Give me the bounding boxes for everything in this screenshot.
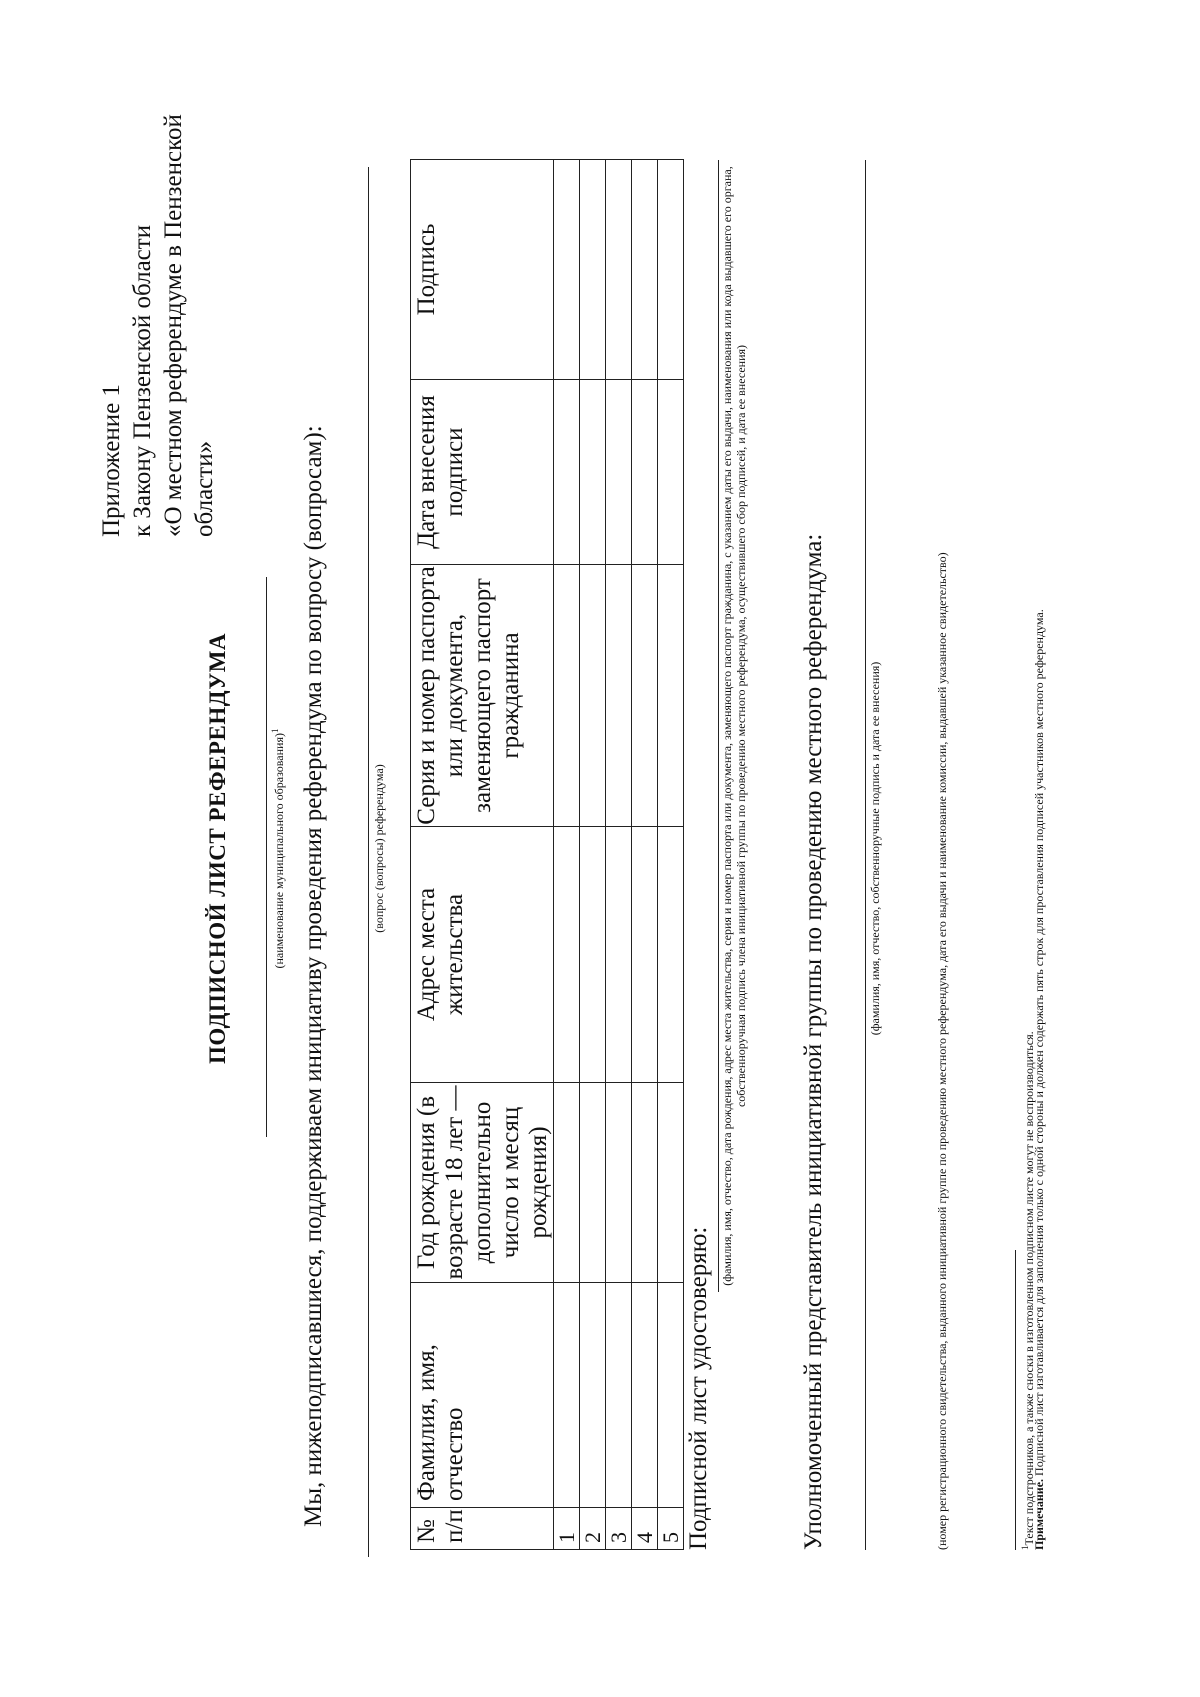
table-row — [580, 160, 606, 1550]
representative-label: Уполномоченный представитель инициативной группы по проведению местного референдума: — [800, 533, 827, 1550]
note — [1032, 609, 1046, 1550]
appendix-line-2: к Закону Пензенской области — [129, 224, 156, 537]
cell-full-name[interactable] — [606, 1283, 632, 1508]
table-header-row — [411, 160, 554, 1550]
footnote-1-marker: 1 — [1020, 1545, 1030, 1550]
cell-birth-year[interactable] — [606, 1083, 632, 1283]
cell-full-name[interactable] — [658, 1283, 684, 1508]
column-header-full-name: Фамилия, имя, отчество — [411, 1283, 554, 1508]
appendix-header — [96, 67, 220, 537]
cell-birth-year[interactable] — [554, 1083, 580, 1283]
cell-passport[interactable] — [606, 565, 632, 827]
cell-signature-date[interactable] — [632, 380, 658, 565]
cell-signature-date[interactable] — [606, 380, 632, 565]
appendix-line-4: области» — [191, 440, 218, 537]
cell-signature-date[interactable] — [554, 380, 580, 565]
cell-signature-date[interactable] — [658, 380, 684, 565]
table-row — [658, 160, 684, 1550]
representative-caption: (фамилия, имя, отчество, собственноручные подпись и дата ее внесения) — [868, 661, 882, 1036]
row-number: 4 — [632, 1508, 658, 1550]
cell-address[interactable] — [658, 827, 684, 1083]
column-header-number: № п/п — [411, 1508, 554, 1550]
column-header-birth-year: Год рождения (в возрасте 18 лет — дополнительно число и месяц рождения) — [411, 1083, 554, 1283]
cell-passport[interactable] — [632, 565, 658, 827]
cell-signature[interactable] — [606, 160, 632, 380]
question-caption: (вопрос (вопросы) референдума) — [372, 764, 386, 933]
column-header-address: Адрес места жительства — [411, 827, 554, 1083]
table-row — [632, 160, 658, 1550]
cell-signature[interactable] — [580, 160, 606, 380]
cell-birth-year[interactable] — [658, 1083, 684, 1283]
cell-signature[interactable] — [554, 160, 580, 380]
footnote-separator — [1015, 1250, 1016, 1550]
footnote-1-text: Текст подстрочников, а также сноски в изготовленном подписном листе могут не воспроизводиться. — [1022, 1031, 1036, 1546]
document-title: ПОДПИСНОЙ ЛИСТ РЕФЕРЕНДУМА — [205, 632, 230, 1065]
signatures-table — [410, 159, 684, 1550]
cell-signature[interactable] — [632, 160, 658, 380]
note-text: Подписной лист изготавливается для заполнения только с одной стороны и должен содержать пять строк для проставления подписей участников местного референдума. — [1032, 609, 1046, 1476]
certification-caption: (фамилия, имя, отчество, дата рождения, адрес места жительства, серия и номер паспорта или документа, заменяющего паспорт гражданина, с указанием даты его выдачи, наименования или кода выдавшего его органа, собственноручная подпись члена инициативной группы по проведению местного референдума, осуществившего сбор подписей, и дата ее внесения) — [720, 166, 748, 1286]
row-number: 1 — [554, 1508, 580, 1550]
registration-certificate-caption: (номер регистрационного свидетельства, выданного инициативной группе по проведению местного референдума, дата его выдачи и наименование комиссии, выдавшей указанное свидетельство) — [935, 552, 949, 1550]
table-row — [554, 160, 580, 1550]
column-header-passport: Серия и номер паспорта или документа, заменяющего паспорт гражданина — [411, 565, 554, 827]
question-field-line[interactable] — [368, 167, 369, 1557]
note-label: Примечание. — [1032, 1478, 1046, 1550]
cell-signature[interactable] — [658, 160, 684, 380]
cell-full-name[interactable] — [554, 1283, 580, 1508]
municipality-field-line[interactable] — [266, 577, 267, 1137]
municipality-caption-text: (наименование муниципального образования) — [272, 733, 286, 969]
row-number: 2 — [580, 1508, 606, 1550]
cell-signature-date[interactable] — [580, 380, 606, 565]
appendix-line-1: Приложение 1 — [98, 384, 125, 537]
cell-passport[interactable] — [580, 565, 606, 827]
column-header-signature-date: Дата внесения подписи — [411, 380, 554, 565]
cell-address[interactable] — [632, 827, 658, 1083]
column-header-signature: Подпись — [411, 160, 554, 380]
row-number: 3 — [606, 1508, 632, 1550]
municipality-caption — [270, 0, 287, 1697]
cell-address[interactable] — [606, 827, 632, 1083]
cell-full-name[interactable] — [632, 1283, 658, 1508]
certification-field-line[interactable] — [718, 160, 719, 1292]
cell-full-name[interactable] — [580, 1283, 606, 1508]
cell-birth-year[interactable] — [632, 1083, 658, 1283]
certification-label: Подписной лист удостоверяю: — [685, 1226, 712, 1550]
row-number: 5 — [658, 1508, 684, 1550]
cell-address[interactable] — [554, 827, 580, 1083]
footnote-marker: 1 — [270, 728, 280, 734]
cell-birth-year[interactable] — [580, 1083, 606, 1283]
support-statement: Мы, нижеподписавшиеся, поддерживаем инициативу проведения референдума по вопросу (вопросам): — [300, 425, 327, 1527]
representative-field-line[interactable] — [865, 160, 866, 1550]
table-row — [606, 160, 632, 1550]
cell-passport[interactable] — [658, 565, 684, 827]
cell-address[interactable] — [580, 827, 606, 1083]
appendix-line-3: «О местном референдуме в Пензенской — [160, 114, 187, 537]
cell-passport[interactable] — [554, 565, 580, 827]
